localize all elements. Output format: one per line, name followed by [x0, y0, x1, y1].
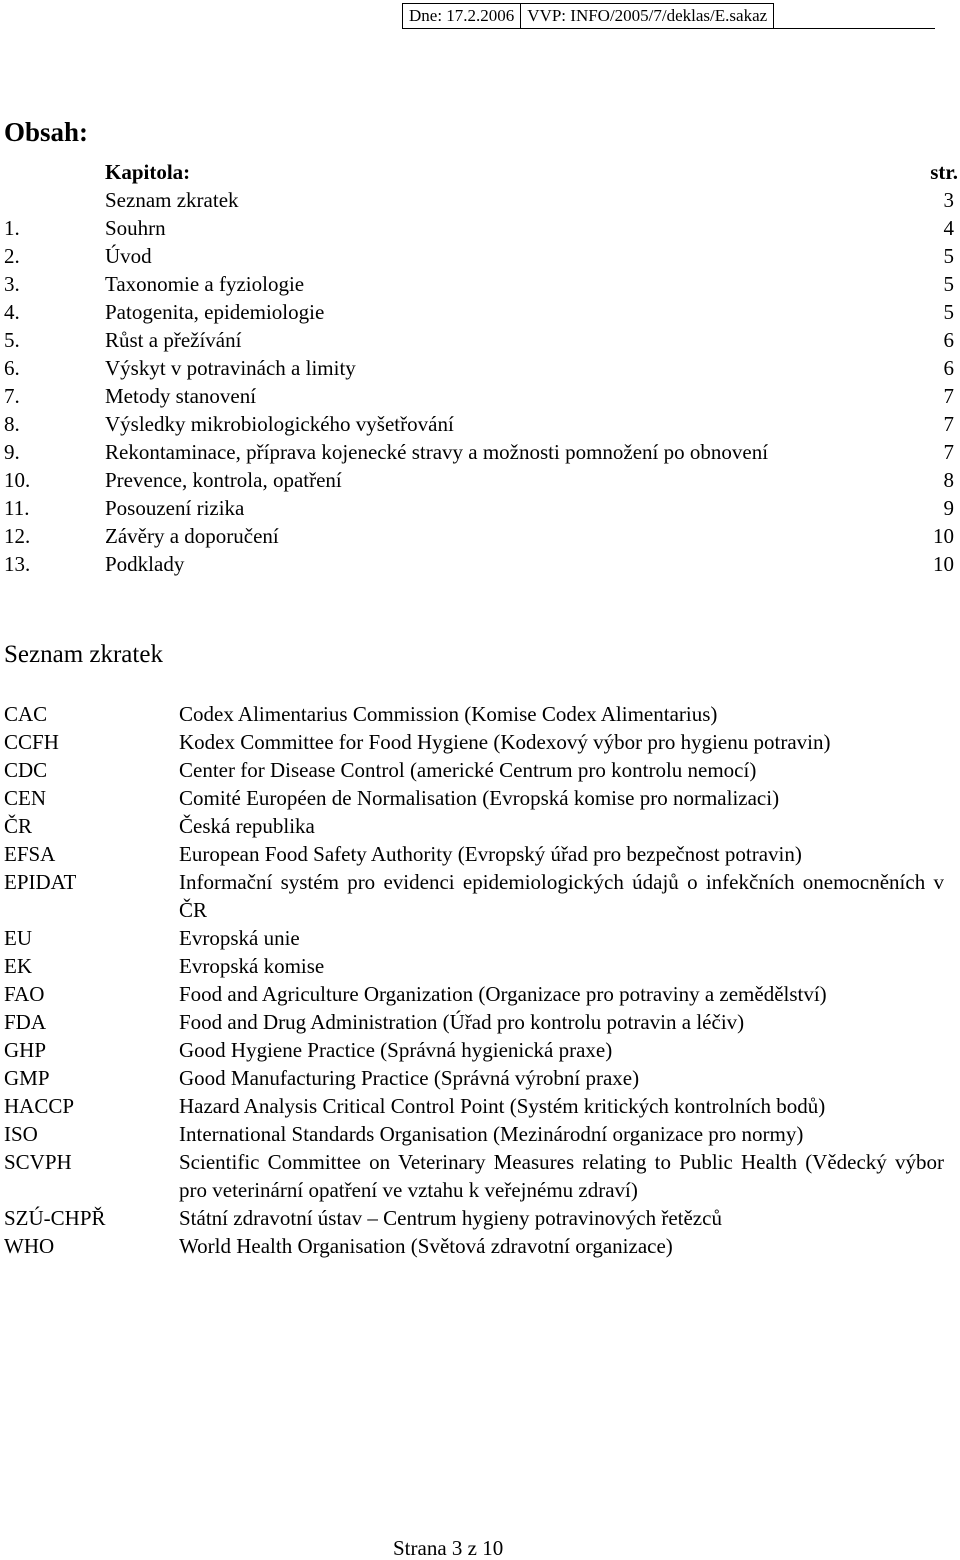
- toc-number: 2.: [4, 244, 20, 268]
- table-of-contents: [4, 186, 954, 578]
- toc-entry-text: Posouzení rizika: [105, 496, 245, 520]
- toc-row: [4, 466, 954, 494]
- toc-row: [4, 438, 954, 466]
- abbreviation-row: [4, 1148, 944, 1204]
- toc-row: [4, 410, 954, 438]
- abbreviation-code: ISO: [4, 1122, 38, 1146]
- abbreviation-description: Hazard Analysis Critical Control Point (Systém kritických kontrolních bodů): [179, 1094, 826, 1118]
- abbreviation-code: CCFH: [4, 730, 59, 754]
- abbreviation-description: European Food Safety Authority (Evropský úřad pro bezpečnost potravin): [179, 842, 802, 866]
- abbreviation-code: ČR: [4, 814, 33, 838]
- abbreviation-row: [4, 756, 944, 784]
- toc-entry-text: Závěry a doporučení: [105, 524, 279, 548]
- abbreviation-description: Codex Alimentarius Commission (Komise Codex Alimentarius): [179, 702, 718, 726]
- toc-page-number: 3: [943, 188, 954, 212]
- abbreviation-description: Food and Agriculture Organization (Organizace pro potraviny a zemědělství): [179, 982, 827, 1006]
- toc-entry-text: Prevence, kontrola, opatření: [105, 468, 342, 492]
- toc-row: [4, 382, 954, 410]
- abbreviation-description: Good Manufacturing Practice (Správná výrobní praxe): [179, 1066, 640, 1090]
- toc-page-number: 6: [943, 356, 954, 380]
- toc-row: [4, 550, 954, 578]
- toc-page-number: 7: [943, 440, 954, 464]
- toc-row: [4, 270, 954, 298]
- toc-number: 9.: [4, 440, 20, 464]
- abbreviation-row: [4, 840, 944, 868]
- toc-number: 12.: [4, 524, 31, 548]
- abbreviation-code: SCVPH: [4, 1150, 72, 1174]
- toc-number: 10.: [4, 468, 31, 492]
- toc-entry-text: Růst a přežívání: [105, 328, 242, 352]
- abbreviation-description: World Health Organisation (Světová zdravotní organizace): [179, 1234, 673, 1258]
- toc-row: [4, 522, 954, 550]
- abbreviation-description: Center for Disease Control (americké Centrum pro kontrolu nemocí): [179, 758, 757, 782]
- abbreviation-code: CDC: [4, 758, 48, 782]
- toc-page-number: 5: [943, 244, 954, 268]
- header-reference: VVP: INFO/2005/7/deklas/E.sakaz: [520, 4, 773, 28]
- toc-page-number: 10: [933, 552, 954, 576]
- abbreviation-row: [4, 952, 944, 980]
- toc-page-number: 5: [943, 272, 954, 296]
- toc-entry-text: Výsledky mikrobiologického vyšetřování: [105, 412, 454, 436]
- toc-row: [4, 326, 954, 354]
- toc-page-number: 9: [943, 496, 954, 520]
- abbreviation-code: GHP: [4, 1038, 47, 1062]
- header-date: Dne: 17.2.2006: [409, 6, 515, 25]
- toc-entry-text: Souhrn: [105, 216, 166, 240]
- header-divider: [402, 28, 935, 29]
- abbreviation-code: FAO: [4, 982, 45, 1006]
- abbreviation-code: CAC: [4, 702, 48, 726]
- toc-number: 7.: [4, 384, 20, 408]
- abbreviation-row: [4, 1036, 944, 1064]
- toc-entry-text: Úvod: [105, 244, 152, 268]
- abbreviation-description: Scientific Committee on Veterinary Measures relating to Public Health (Vědecký výbor pro veterinární opatření ve vztahu k veřejnému zdraví): [179, 1150, 944, 1202]
- toc-row: [4, 494, 954, 522]
- toc-number: 1.: [4, 216, 20, 240]
- abbreviation-row: [4, 1204, 944, 1232]
- abbreviation-description: Informační systém pro evidenci epidemiologických údajů o infekčních onemocněních v ČR: [179, 870, 944, 922]
- toc-number: 4.: [4, 300, 20, 324]
- toc-entry-text: Seznam zkratek: [105, 188, 239, 212]
- toc-chapter-label: Kapitola:: [105, 160, 191, 184]
- toc-row: [4, 186, 954, 214]
- abbreviation-row: [4, 1092, 944, 1120]
- toc-page-number: 5: [943, 300, 954, 324]
- contents-title: Obsah:: [4, 117, 89, 147]
- abbreviation-code: HACCP: [4, 1094, 75, 1118]
- abbreviation-row: [4, 868, 944, 924]
- abbreviation-code: EFSA: [4, 842, 56, 866]
- toc-page-label: str.: [930, 160, 958, 184]
- abbreviations-list: [4, 700, 944, 1260]
- document-header: [402, 3, 774, 29]
- abbreviation-row: [4, 784, 944, 812]
- toc-row: [4, 354, 954, 382]
- toc-number: 6.: [4, 356, 20, 380]
- abbreviation-code: EU: [4, 926, 32, 950]
- toc-number: 11.: [4, 496, 30, 520]
- toc-row: [4, 214, 954, 242]
- abbreviation-description: Evropská unie: [179, 926, 300, 950]
- toc-page-number: 10: [933, 524, 954, 548]
- toc-entry-text: Rekontaminace, příprava kojenecké stravy a možnosti pomnožení po obnovení: [105, 440, 769, 464]
- toc-entry-text: Patogenita, epidemiologie: [105, 300, 325, 324]
- abbreviation-description: Good Hygiene Practice (Správná hygienická praxe): [179, 1038, 613, 1062]
- abbreviation-row: [4, 728, 944, 756]
- abbreviation-row: [4, 700, 944, 728]
- abbreviation-code: SZÚ-CHPŘ: [4, 1206, 106, 1230]
- toc-entry-text: Podklady: [105, 552, 185, 576]
- abbreviation-row: [4, 1008, 944, 1036]
- page-footer: Strana 3 z 10: [393, 1536, 504, 1560]
- toc-entry-text: Výskyt v potravinách a limity: [105, 356, 356, 380]
- abbreviation-description: Comité Européen de Normalisation (Evropská komise pro normalizaci): [179, 786, 780, 810]
- toc-page-number: 8: [943, 468, 954, 492]
- toc-number: 5.: [4, 328, 20, 352]
- abbreviation-description: Kodex Committee for Food Hygiene (Kodexový výbor pro hygienu potravin): [179, 730, 831, 754]
- toc-page-number: 4: [943, 216, 954, 240]
- abbreviation-description: International Standards Organisation (Mezinárodní organizace pro normy): [179, 1122, 804, 1146]
- abbreviation-row: [4, 1120, 944, 1148]
- toc-row: [4, 298, 954, 326]
- abbreviation-code: FDA: [4, 1010, 47, 1034]
- abbreviation-code: EK: [4, 954, 32, 978]
- toc-number: 13.: [4, 552, 31, 576]
- abbreviation-description: Česká republika: [179, 814, 315, 838]
- toc-entry-text: Metody stanovení: [105, 384, 257, 408]
- toc-page-number: 7: [943, 384, 954, 408]
- abbreviation-description: Food and Drug Administration (Úřad pro kontrolu potravin a léčiv): [179, 1010, 745, 1034]
- toc-page-number: 6: [943, 328, 954, 352]
- abbreviation-code: GMP: [4, 1066, 50, 1090]
- toc-header-row: [105, 158, 958, 186]
- abbreviation-code: CEN: [4, 786, 46, 810]
- toc-entry-text: Taxonomie a fyziologie: [105, 272, 305, 296]
- abbreviation-row: [4, 924, 944, 952]
- abbreviation-row: [4, 1064, 944, 1092]
- abbreviation-row: [4, 812, 944, 840]
- abbreviation-code: EPIDAT: [4, 870, 77, 894]
- abbreviations-title: Seznam zkratek: [4, 641, 163, 668]
- abbreviation-row: [4, 1232, 944, 1260]
- abbreviation-code: WHO: [4, 1234, 55, 1258]
- toc-row: [4, 242, 954, 270]
- toc-number: 3.: [4, 272, 20, 296]
- toc-page-number: 7: [943, 412, 954, 436]
- toc-number: 8.: [4, 412, 20, 436]
- abbreviation-description: Státní zdravotní ústav – Centrum hygieny potravinových řetězců: [179, 1206, 722, 1230]
- abbreviation-description: Evropská komise: [179, 954, 325, 978]
- abbreviation-row: [4, 980, 944, 1008]
